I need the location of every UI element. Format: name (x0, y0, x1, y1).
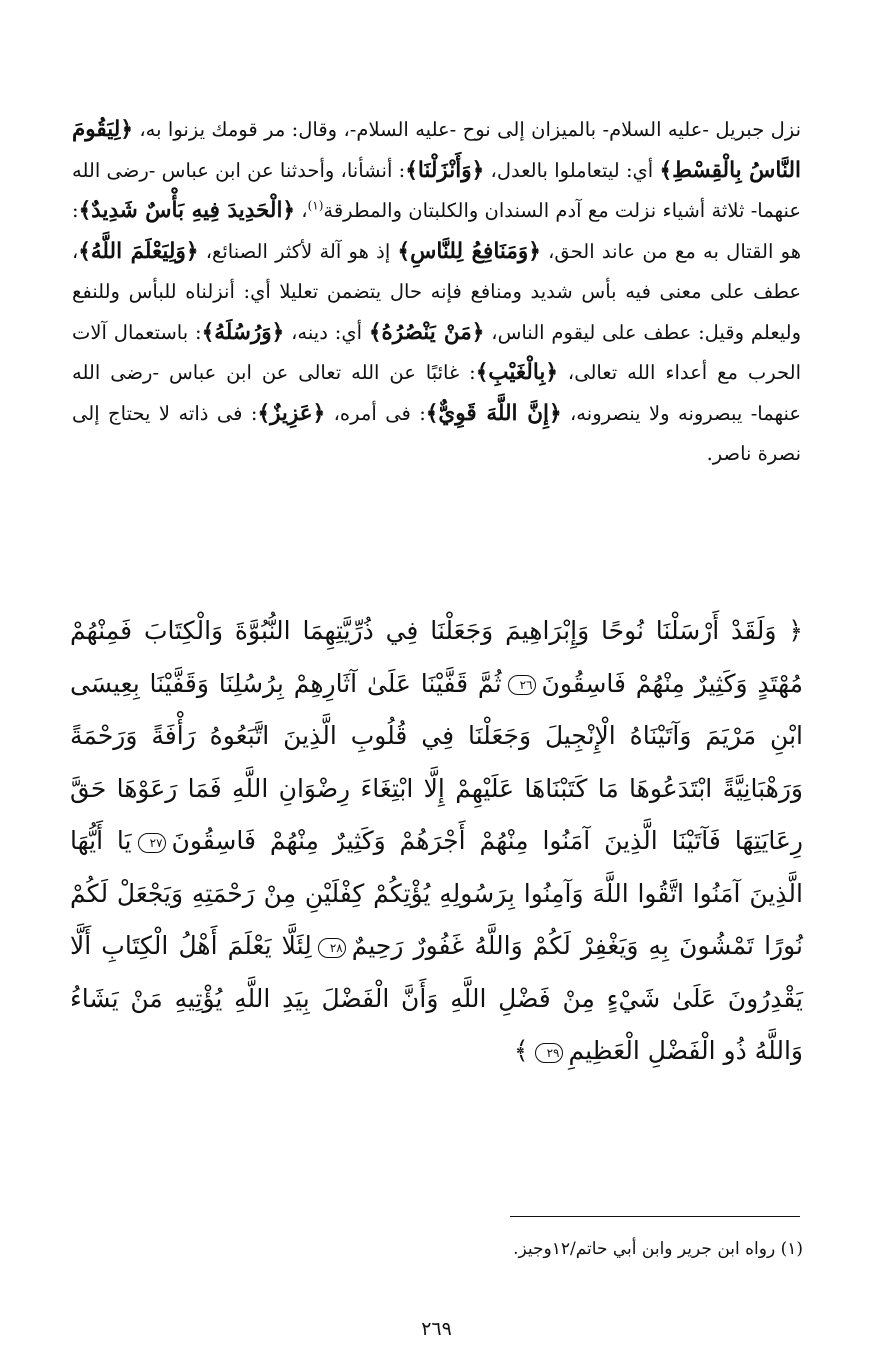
commentary-paragraph (72, 110, 801, 475)
quran-quote: ﴿وَمَنَافِعُ لِلنَّاسِ﴾ (397, 238, 541, 264)
commentary-text: أي: دينه، (284, 320, 369, 344)
footnote-reference: (١) (307, 198, 324, 213)
quran-quote: ﴿إِنَّ اللَّهَ قَوِيٌّ﴾ (425, 400, 562, 426)
commentary-text: أي: ليتعاملوا بالعدل، (484, 158, 660, 182)
verse-text: ثُمَّ قَفَّيْنَا عَلَىٰ آثَارِهِمْ بِرُسُلِنَا وَقَفَّيْنَا بِعِيسَى ابْنِ مَرْيَمَ وَآتَيْنَاهُ الْإِنْجِيلَ وَجَعَلْنَا فِي قُلُوبِ الَّذِينَ اتَّبَعُوهُ رَأْفَةً وَرَحْمَةً وَرَهْبَانِيَّةً ابْتَدَعُوهَا مَا كَتَبْنَاهَا عَلَيْهِمْ إِلَّا ابْتِغَاءَ رِضْوَانِ اللَّهِ فَمَا رَعَوْهَا حَقَّ رِعَايَتِهَا فَآتَيْنَا الَّذِينَ آمَنُوا مِنْهُمْ أَجْرَهُمْ وَكَثِيرٌ مِنْهُمْ فَاسِقُونَ (70, 668, 803, 855)
commentary-text: نزل جبريل -عليه السلام- بالميزان إلى نوح -عليه السلام-، وقال: مر قومك يزنوا به، (132, 118, 801, 141)
verse-text: لِئَلَّا يَعْلَمَ أَهْلُ الْكِتَابِ أَلَّا يَقْدِرُونَ عَلَىٰ شَيْءٍ مِنْ فَضْلِ اللَّهِ وَأَنَّ الْفَضْلَ بِيَدِ اللَّهِ يُؤْتِيهِ مَنْ يَشَاءُ وَاللَّهُ ذُو الْفَضْلِ الْعَظِيمِ (70, 931, 803, 1065)
commentary-text: : فى أمره، (325, 401, 426, 425)
commentary-text: : هو القتال به مع من عاند الحق، (72, 199, 801, 263)
ayah-number-marker: ٢٩ (535, 1043, 563, 1063)
quran-quote: ﴿وَأَنْزَلْنَا﴾ (405, 157, 485, 183)
quran-verses-block (70, 605, 803, 1078)
commentary-text: ، (295, 199, 308, 222)
commentary-text: إذ هو آلة لأكثر الصنائع، (198, 239, 398, 263)
quran-quote: ﴿مَنْ يَنْصُرُهُ﴾ (368, 319, 485, 345)
commentary-text: ، عطف على معنى فيه بأس شديد ومنافع فإنه حال يتضمن تعليلا أي: أنزلناه للبأس وللنفع وليعلم وقيل: عطف على ليقوم الناس، (72, 239, 802, 344)
ayah-number-marker: ٢٦ (508, 675, 536, 695)
quran-quote: ﴿عَزِيزٌ﴾ (257, 400, 326, 426)
ayah-number-marker: ٢٨ (318, 938, 346, 958)
quran-quote: ﴿وَرُسُلَهُ﴾ (201, 319, 285, 345)
commentary-text: : أنشأنا، وأحدثنا عن ابن عباس -رضى الله عنهما- ثلاثة أشياء نزلت مع آدم السندان والكلبتان والمطرقة (72, 158, 801, 222)
commentary-text: : باستعمال آلات الحرب مع أعداء الله تعالى، (72, 320, 801, 384)
footnote: (١) رواه ابن جرير وابن أبي حاتم/١٢وجيز. (513, 1239, 803, 1259)
page-number: ٢٦٩ (421, 1318, 452, 1340)
opening-bracket: ﴿ (788, 616, 803, 645)
closing-bracket: ﴾ (513, 1036, 529, 1065)
quran-quote: ﴿لِيَقُومَ النَّاسُ بِالْقِسْطِ﴾ (72, 117, 801, 183)
quran-quote: ﴿بِالْغَيْبِ﴾ (475, 360, 558, 385)
ayah-number-marker: ٢٧ (138, 833, 166, 853)
commentary-text: : فى ذاته لا يحتاج إلى نصرة ناصر. (72, 401, 801, 465)
quran-quote: ﴿الْحَدِيدَ فِيهِ بَأْسٌ شَدِيدٌ﴾ (78, 198, 296, 223)
verse-text: وَلَقَدْ أَرْسَلْنَا نُوحًا وَإِبْرَاهِيمَ وَجَعَلْنَا فِي ذُرِّيَّتِهِمَا النُّبُوَّةَ وَالْكِتَابَ فَمِنْهُمْ مُهْتَدٍ وَكَثِيرٌ مِنْهُمْ فَاسِقُونَ (70, 616, 803, 698)
verse-text: يَا أَيُّهَا الَّذِينَ آمَنُوا اتَّقُوا اللَّهَ وَآمِنُوا بِرَسُولِهِ يُؤْتِكُمْ كِفْلَيْنِ مِنْ رَحْمَتِهِ وَيَجْعَلْ لَكُمْ نُورًا تَمْشُونَ بِهِ وَيَغْفِرْ لَكُمْ وَاللَّهُ غَفُورٌ رَحِيمٌ (70, 826, 803, 960)
quran-quote: ﴿وَلِيَعْلَمَ اللَّهُ﴾ (78, 238, 199, 264)
commentary-text: : غائبًا عن الله تعالى عن ابن عباس -رضى الله عنهما- يبصرونه ولا ينصرونه، (72, 361, 802, 425)
footnote-separator (510, 1216, 800, 1217)
